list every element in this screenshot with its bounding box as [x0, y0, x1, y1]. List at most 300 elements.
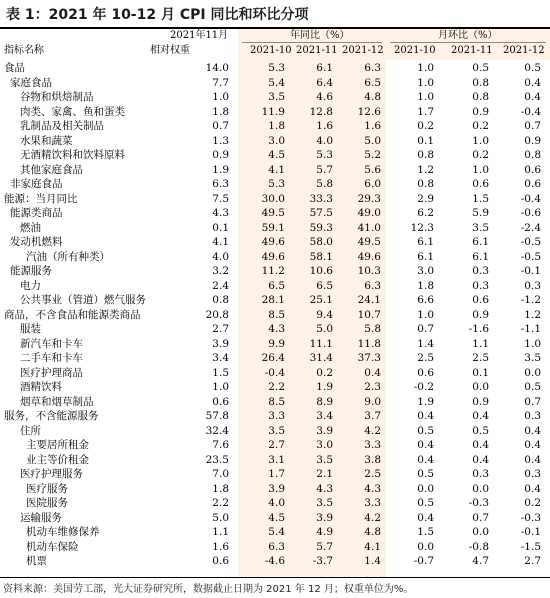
yoy-value-2: 12.8	[309, 105, 333, 118]
mom-month-3: 2021-12	[503, 45, 545, 56]
yoy-value-2: 3.5	[316, 453, 333, 466]
mom-value-3: 1.2	[524, 308, 541, 321]
mom-value-3: 0.2	[524, 497, 541, 509]
row-label: 公共事业（管道）燃气服务	[20, 294, 146, 306]
mom-value-1: 12.3	[410, 221, 434, 234]
mom-value-2: 0.5	[472, 62, 489, 74]
mom-value-2: 0.5	[472, 424, 489, 437]
mom-value-2: 3.5	[472, 221, 489, 234]
mom-value-1: 0.0	[417, 482, 434, 495]
row-weight: 1.8	[212, 482, 229, 495]
row-weight: 1.0	[212, 91, 229, 103]
mom-value-3: -0.1	[520, 265, 541, 277]
yoy-value-3: 3.7	[364, 410, 381, 422]
yoy-value-3: 6.5	[364, 76, 381, 89]
mom-value-2: 0.6	[472, 178, 489, 190]
row-weight: 0.9	[212, 149, 229, 161]
yoy-month-2: 2021-11	[296, 45, 338, 56]
yoy-value-1: 11.2	[261, 265, 285, 277]
mom-value-1: 6.1	[417, 250, 434, 263]
row-label: 烟草和烟草制品	[20, 395, 94, 408]
source-note: 资料来源：美国劳工部，光大证券研究所，数据截止日期为 2021 年 12 月；权重单位为%。	[3, 584, 414, 595]
mom-value-2: 0.9	[472, 308, 489, 321]
row-label: 非家庭食品	[10, 178, 63, 190]
row-weight: 0.1	[212, 221, 229, 234]
table-row	[0, 351, 550, 366]
row-weight: 20.8	[205, 308, 229, 321]
mom-value-1: 0.0	[417, 540, 434, 553]
row-label: 机动车维修保养	[26, 526, 100, 538]
row-weight: 0.8	[212, 294, 229, 306]
table-row	[0, 192, 550, 207]
row-weight: 1.0	[212, 381, 229, 393]
yoy-value-1: 49.5	[261, 207, 285, 219]
mom-value-1: 0.5	[417, 497, 434, 509]
row-label: 肉类、家禽、鱼和蛋类	[20, 105, 125, 118]
yoy-value-1: 6.5	[268, 279, 285, 292]
mom-value-2: 1.1	[472, 337, 489, 350]
mom-month-2: 2021-11	[451, 45, 493, 56]
yoy-header-rule	[242, 42, 382, 43]
table-row	[0, 395, 550, 410]
mom-group-header: 月环比（%）	[438, 30, 498, 41]
row-weight: 1.3	[212, 134, 229, 147]
row-label: 服务，不含能源服务	[4, 410, 99, 422]
yoy-value-3: 4.3	[364, 482, 381, 495]
table-row	[0, 119, 550, 134]
yoy-value-1: 1.7	[268, 468, 285, 480]
table-row	[0, 540, 550, 555]
yoy-value-1: 3.9	[268, 482, 285, 495]
mom-value-2: 0.9	[472, 105, 489, 118]
mom-value-2: 0.4	[472, 410, 489, 422]
mom-value-3: -1.2	[520, 294, 541, 306]
table-row	[0, 206, 550, 221]
mom-value-2: 0.3	[472, 265, 489, 277]
mom-value-2: 0.8	[472, 76, 489, 89]
row-weight: 1.5	[212, 366, 229, 379]
yoy-value-1: 6.3	[268, 540, 285, 553]
yoy-value-2: 58.1	[309, 250, 333, 263]
table-row	[0, 496, 550, 511]
mom-value-3: -2.4	[520, 221, 541, 234]
row-weight: 3.4	[212, 352, 229, 364]
mom-value-1: 6.6	[417, 294, 434, 306]
row-weight: 0.6	[212, 395, 229, 408]
row-label: 酒精饮料	[20, 381, 62, 393]
table-row	[0, 221, 550, 236]
mom-value-3: 0.5	[524, 62, 541, 74]
row-weight: 57.8	[205, 410, 229, 422]
yoy-value-3: 0.4	[364, 366, 381, 379]
mom-value-2: 0.3	[472, 468, 489, 480]
row-weight: 2.2	[212, 497, 229, 509]
mom-value-2: 2.5	[472, 352, 489, 364]
row-label: 食品	[4, 62, 25, 74]
yoy-value-2: 1.9	[316, 381, 333, 393]
yoy-value-3: 4.8	[364, 91, 381, 103]
yoy-value-1: -4.6	[264, 555, 285, 567]
yoy-value-2: 5.8	[316, 178, 333, 190]
yoy-value-1: 5.4	[268, 526, 285, 538]
mom-value-3: 1.0	[524, 337, 541, 350]
yoy-value-2: 4.6	[316, 91, 333, 103]
mom-value-3: -0.1	[520, 526, 541, 538]
yoy-value-3: 5.2	[364, 149, 381, 161]
mom-value-3: -1.5	[520, 540, 541, 553]
yoy-value-2: 4.0	[316, 134, 333, 147]
yoy-value-2: 8.9	[316, 395, 333, 408]
yoy-group-header: 年同比（%）	[290, 30, 350, 41]
row-weight: 1.1	[212, 526, 229, 538]
yoy-value-1: 2.7	[268, 439, 285, 451]
yoy-value-1: 5.3	[268, 178, 285, 190]
mom-value-2: 0.8	[472, 91, 489, 103]
mom-header-rule	[390, 42, 546, 43]
yoy-value-2: 0.2	[316, 366, 333, 379]
yoy-value-2: 5.3	[316, 149, 333, 161]
row-label: 运输服务	[20, 511, 62, 524]
row-label: 住所	[20, 424, 41, 437]
row-label: 其他家庭食品	[20, 163, 83, 176]
table-row	[0, 525, 550, 540]
row-weight: 0.7	[212, 120, 229, 132]
yoy-value-3: 6.3	[364, 279, 381, 292]
yoy-value-2: 59.3	[309, 221, 333, 234]
row-label: 机动车保险	[26, 540, 79, 553]
yoy-value-3: 49.6	[357, 250, 381, 263]
row-weight: 2.7	[212, 323, 229, 335]
mom-value-3: 0.6	[524, 178, 541, 190]
mom-value-1: 1.0	[417, 308, 434, 321]
table-title: 表 1：2021 年 10-12 月 CPI 同比和环比分项	[6, 7, 309, 23]
table-row	[0, 337, 550, 352]
mom-value-3: -0.4	[520, 105, 541, 118]
mom-value-1: 0.7	[417, 323, 434, 335]
yoy-value-1: 8.5	[268, 395, 285, 408]
mom-value-2: 1.0	[472, 134, 489, 147]
yoy-value-3: 3.3	[364, 439, 381, 451]
mom-value-3: 0.6	[524, 163, 541, 176]
row-weight: 4.1	[212, 236, 229, 248]
mom-value-2: 0.7	[472, 511, 489, 524]
yoy-value-2: 10.6	[309, 265, 333, 277]
row-label: 家庭食品	[10, 76, 52, 89]
bottom-rule	[0, 577, 550, 578]
mom-value-2: -0.3	[468, 497, 489, 509]
yoy-value-1: 4.0	[268, 497, 285, 509]
yoy-value-1: 59.1	[261, 221, 285, 234]
yoy-month-3: 2021-12	[342, 45, 384, 56]
row-label: 水果和蔬菜	[20, 134, 73, 147]
yoy-value-1: 9.9	[268, 337, 285, 350]
table-row	[0, 322, 550, 337]
mom-value-3: -0.5	[520, 236, 541, 248]
yoy-value-3: 12.6	[357, 105, 381, 118]
yoy-value-2: 2.1	[316, 468, 333, 480]
row-label: 能源服务	[10, 265, 52, 277]
yoy-value-1: 11.9	[261, 105, 285, 118]
mom-value-1: 6.2	[417, 207, 434, 219]
mom-value-2: 0.0	[472, 482, 489, 495]
mom-value-1: 1.2	[417, 163, 434, 176]
table-row	[0, 380, 550, 395]
table-row	[0, 511, 550, 526]
mom-value-1: 0.5	[417, 468, 434, 480]
mom-value-1: 1.0	[417, 91, 434, 103]
row-weight: 4.0	[212, 250, 229, 263]
yoy-value-3: 5.0	[364, 134, 381, 147]
mom-value-3: 0.4	[524, 439, 541, 451]
row-label: 发动机燃料	[10, 236, 63, 248]
mom-value-3: 0.4	[524, 91, 541, 103]
row-label: 主要居所租金	[26, 439, 89, 451]
yoy-value-3: 1.6	[364, 120, 381, 132]
yoy-value-1: 3.0	[268, 134, 285, 147]
yoy-value-3: 2.5	[364, 468, 381, 480]
row-label: 电力	[20, 279, 41, 292]
yoy-value-3: 3.8	[364, 453, 381, 466]
mom-value-3: 0.4	[524, 424, 541, 437]
table-row	[0, 308, 550, 323]
table-row	[0, 250, 550, 265]
mom-value-2: 0.9	[472, 395, 489, 408]
mom-value-2: 6.1	[472, 250, 489, 263]
row-weight: 7.0	[212, 468, 229, 480]
yoy-value-2: 4.3	[316, 482, 333, 495]
mom-value-1: -0.2	[413, 381, 434, 393]
yoy-value-2: 31.4	[309, 352, 333, 364]
yoy-month-1: 2021-10	[250, 45, 292, 56]
yoy-value-2: 33.3	[309, 192, 333, 205]
yoy-value-2: 3.5	[316, 497, 333, 509]
yoy-value-1: 49.6	[261, 236, 285, 248]
table-row	[0, 177, 550, 192]
yoy-value-3: 6.3	[364, 62, 381, 74]
yoy-value-3: 49.0	[357, 207, 381, 219]
table-row	[0, 293, 550, 308]
row-label: 能源类商品	[10, 207, 63, 219]
yoy-value-3: 6.0	[364, 178, 381, 190]
mom-value-3: -0.5	[520, 250, 541, 263]
yoy-value-1: 4.5	[268, 149, 285, 161]
mom-value-3: 0.3	[524, 279, 541, 292]
table-row	[0, 279, 550, 294]
mom-value-1: 6.1	[417, 236, 434, 248]
date-label: 2021年11月	[170, 30, 229, 41]
row-weight: 23.5	[205, 453, 229, 466]
yoy-value-3: 37.3	[357, 352, 381, 364]
yoy-value-1: 2.2	[268, 381, 285, 393]
yoy-value-3: 11.8	[357, 337, 381, 350]
row-weight: 6.3	[212, 178, 229, 190]
table-row	[0, 366, 550, 381]
row-weight: 1.8	[212, 105, 229, 118]
mom-value-2: 0.3	[472, 279, 489, 292]
yoy-value-1: 3.1	[268, 453, 285, 466]
row-label: 二手车和卡车	[20, 352, 83, 364]
mom-value-2: 0.2	[472, 120, 489, 132]
yoy-value-1: 3.5	[268, 424, 285, 437]
mom-value-3: 0.3	[524, 410, 541, 422]
yoy-value-1: 28.1	[261, 294, 285, 306]
yoy-value-1: 3.5	[268, 91, 285, 103]
row-weight: 7.5	[212, 192, 229, 205]
table-row	[0, 61, 550, 76]
mom-value-3: 0.8	[524, 149, 541, 161]
mom-value-2: -0.8	[468, 540, 489, 553]
mom-value-3: 0.5	[524, 381, 541, 393]
yoy-value-3: 41.0	[357, 221, 381, 234]
yoy-value-2: 3.9	[316, 511, 333, 524]
yoy-value-3: 9.0	[364, 395, 381, 408]
yoy-value-3: 29.3	[357, 192, 381, 205]
mom-value-3: -0.6	[520, 207, 541, 219]
mom-value-3: 0.4	[524, 453, 541, 466]
data-table-body	[0, 61, 550, 569]
yoy-value-1: -0.4	[264, 366, 285, 379]
yoy-value-2: 9.4	[316, 308, 333, 321]
yoy-value-2: 25.1	[309, 294, 333, 306]
yoy-value-3: 10.3	[357, 265, 381, 277]
yoy-value-2: 5.7	[316, 163, 333, 176]
table-row	[0, 438, 550, 453]
yoy-value-3: 5.6	[364, 163, 381, 176]
mom-value-2: 0.0	[472, 381, 489, 393]
mom-value-1: 0.4	[417, 439, 434, 451]
row-label: 医院服务	[26, 497, 68, 509]
mom-value-2: 4.7	[472, 555, 489, 567]
mom-value-2: 0.1	[472, 366, 489, 379]
mom-value-3: -0.4	[520, 192, 541, 205]
mom-value-2: 5.9	[472, 207, 489, 219]
row-weight: 3.2	[212, 265, 229, 277]
table-row	[0, 90, 550, 105]
yoy-value-3: 24.1	[357, 294, 381, 306]
mom-value-3: -0.3	[520, 511, 541, 524]
mom-value-3: 0.9	[524, 134, 541, 147]
mom-value-1: 2.5	[417, 352, 434, 364]
yoy-value-1: 49.6	[261, 250, 285, 263]
mom-value-1: 1.5	[417, 526, 434, 538]
yoy-value-1: 4.5	[268, 511, 285, 524]
yoy-value-1: 3.3	[268, 410, 285, 422]
mom-value-2: -1.6	[468, 323, 489, 335]
yoy-value-2: 5.7	[316, 540, 333, 553]
mom-value-2: 1.5	[472, 192, 489, 205]
mom-value-1: 0.8	[417, 149, 434, 161]
mom-value-2: 0.2	[472, 149, 489, 161]
table-row	[0, 554, 550, 569]
mom-value-1: -0.7	[413, 555, 434, 567]
yoy-value-1: 26.4	[261, 352, 285, 364]
table-row	[0, 424, 550, 439]
yoy-value-3: 4.2	[364, 424, 381, 437]
table-row	[0, 264, 550, 279]
row-label: 谷物和烘焙制品	[20, 91, 94, 103]
mom-value-2: 1.0	[472, 163, 489, 176]
mom-value-1: 1.9	[417, 395, 434, 408]
yoy-value-2: 6.1	[316, 62, 333, 74]
yoy-value-3: 2.3	[364, 381, 381, 393]
yoy-value-2: -3.7	[312, 555, 333, 567]
row-weight: 2.4	[212, 279, 229, 292]
weight-label: 相对权重	[150, 45, 190, 56]
mom-value-1: 1.4	[417, 337, 434, 350]
table-row	[0, 235, 550, 250]
yoy-value-2: 57.5	[309, 207, 333, 219]
yoy-value-1: 1.8	[268, 120, 285, 132]
yoy-value-2: 11.1	[309, 337, 333, 350]
row-label: 医疗护理商品	[20, 366, 83, 379]
mom-value-2: 6.1	[472, 236, 489, 248]
mom-value-1: 0.4	[417, 410, 434, 422]
yoy-value-2: 1.6	[316, 120, 333, 132]
table-row	[0, 105, 550, 120]
row-label: 商品，不含食品和能源类商品	[4, 308, 141, 321]
row-weight: 14.0	[205, 62, 229, 74]
mom-value-3: 0.7	[524, 120, 541, 132]
mom-value-2: 0.4	[472, 453, 489, 466]
table-row	[0, 148, 550, 163]
mom-value-1: 1.0	[417, 62, 434, 74]
row-weight: 1.9	[212, 163, 229, 176]
mom-value-1: 0.4	[417, 453, 434, 466]
mom-value-2: 0.0	[472, 526, 489, 538]
mom-value-3: 3.5	[524, 352, 541, 364]
row-label: 新汽车和卡车	[20, 337, 83, 350]
mom-value-1: 0.6	[417, 366, 434, 379]
row-label: 医疗服务	[26, 482, 68, 495]
yoy-value-2: 58.0	[309, 236, 333, 248]
row-label: 服装	[20, 323, 41, 335]
yoy-value-3: 4.2	[364, 511, 381, 524]
yoy-value-1: 8.5	[268, 308, 285, 321]
yoy-value-2: 3.0	[316, 439, 333, 451]
row-label: 无酒精饮料和饮料原料	[20, 149, 125, 161]
table-row	[0, 409, 550, 424]
mom-value-1: 0.4	[417, 511, 434, 524]
mom-value-3: 2.7	[524, 555, 541, 567]
mom-value-1: 0.1	[417, 134, 434, 147]
yoy-value-3: 4.8	[364, 526, 381, 538]
mom-value-2: 0.6	[472, 294, 489, 306]
table-row	[0, 467, 550, 482]
row-weight: 7.6	[212, 439, 229, 451]
mom-value-3: 0.7	[524, 395, 541, 408]
yoy-value-1: 30.0	[261, 192, 285, 205]
yoy-value-1: 4.3	[268, 323, 285, 335]
yoy-value-2: 3.4	[316, 410, 333, 422]
mom-month-1: 2021-10	[394, 45, 436, 56]
yoy-value-1: 5.3	[268, 62, 285, 74]
mom-value-2: 0.4	[472, 439, 489, 451]
table-row	[0, 453, 550, 468]
yoy-value-3: 5.8	[364, 323, 381, 335]
mom-value-1: 1.0	[417, 76, 434, 89]
mom-value-1: 1.7	[417, 105, 434, 118]
table-row	[0, 76, 550, 91]
mom-value-1: 2.9	[417, 192, 434, 205]
mom-value-3: -1.1	[520, 323, 541, 335]
row-weight: 3.9	[212, 337, 229, 350]
mom-value-1: 0.2	[417, 120, 434, 132]
mom-value-1: 0.8	[417, 178, 434, 190]
yoy-value-3: 3.3	[364, 497, 381, 509]
mom-value-1: 0.5	[417, 424, 434, 437]
yoy-value-3: 10.7	[357, 308, 381, 321]
mom-value-3: 0.4	[524, 482, 541, 495]
